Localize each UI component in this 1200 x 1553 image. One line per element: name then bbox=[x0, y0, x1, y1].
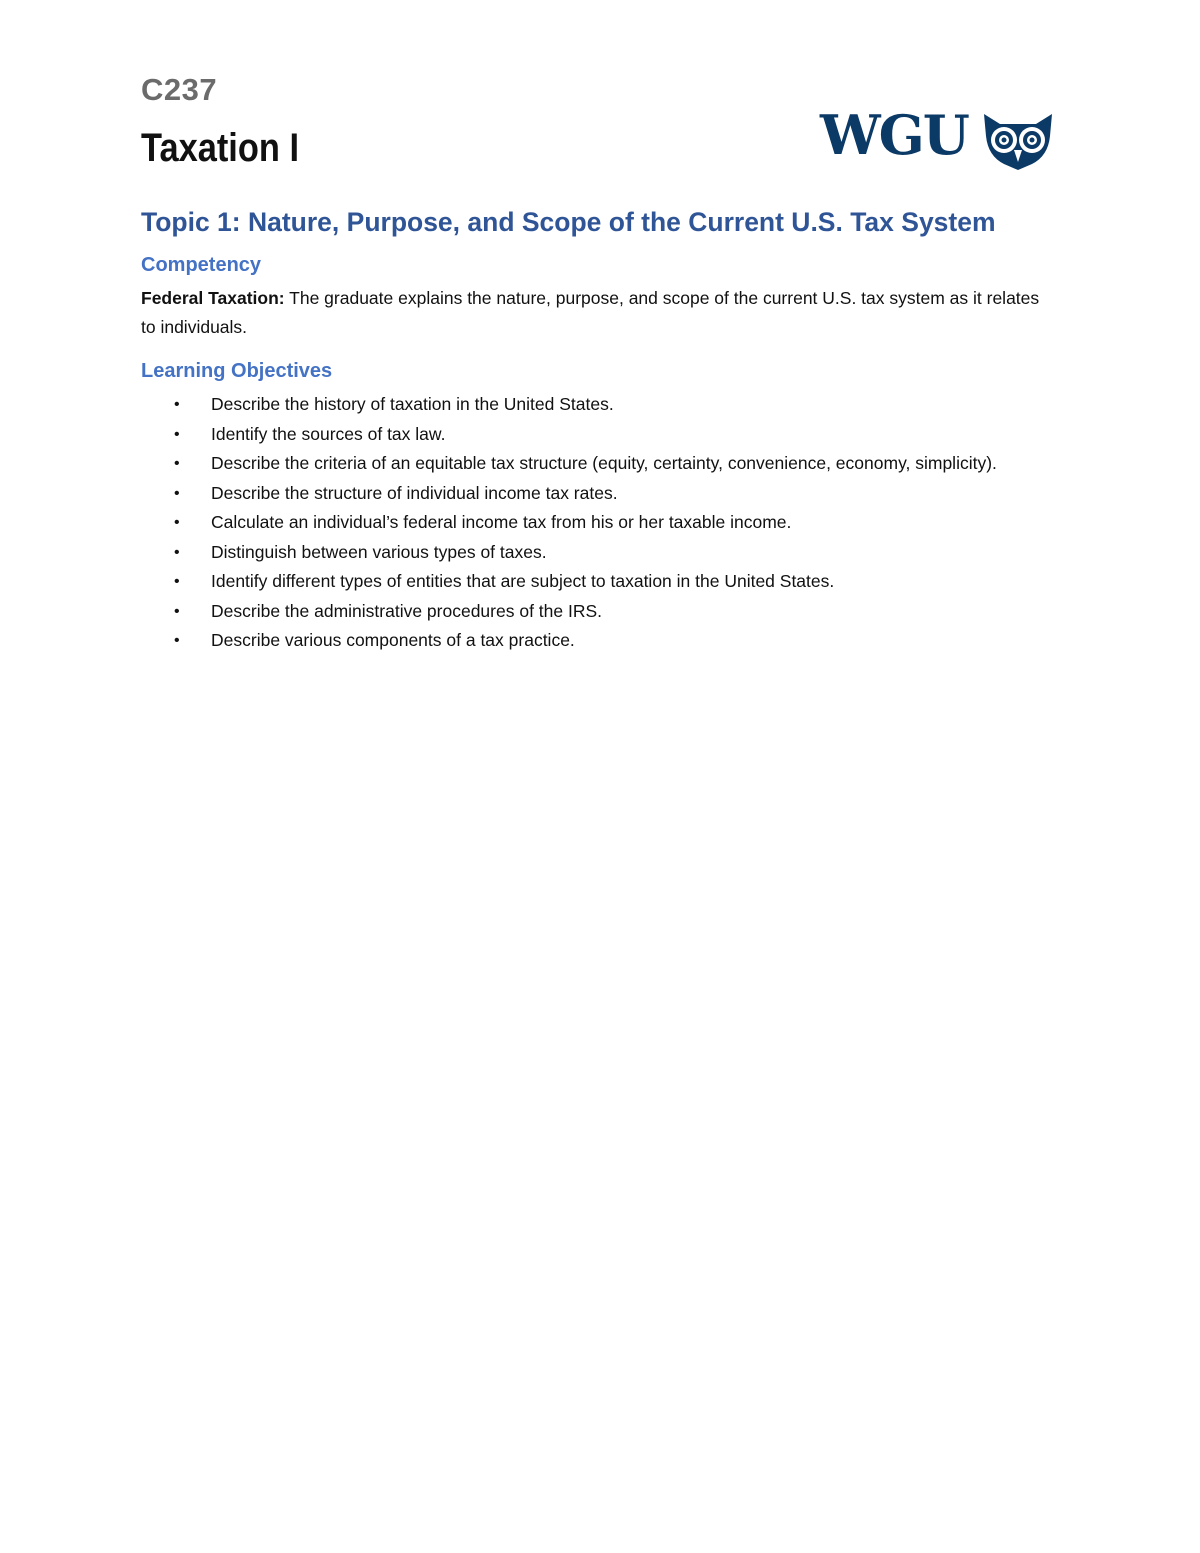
list-item bbox=[141, 449, 1041, 479]
objective-text: Distinguish between various types of taxes. bbox=[211, 541, 547, 562]
bullet-icon: • bbox=[174, 396, 180, 413]
list-item bbox=[141, 626, 1041, 656]
bullet-icon: • bbox=[174, 573, 180, 590]
competency-statement bbox=[141, 284, 1051, 342]
course-title: Taxation I bbox=[141, 126, 300, 170]
list-item bbox=[141, 567, 1041, 597]
bullet-icon: • bbox=[174, 602, 180, 620]
competency-text: The graduate explains the nature, purpose, and scope of the current U.S. tax system as it relates to individuals. bbox=[141, 288, 1040, 337]
list-item bbox=[141, 538, 1041, 568]
course-code: C237 bbox=[141, 72, 218, 107]
bullet-icon: • bbox=[174, 455, 180, 472]
wgu-logo bbox=[820, 103, 1056, 170]
topic-heading: Topic 1: Nature, Purpose, and Scope of the Current U.S. Tax System bbox=[141, 207, 996, 237]
list-item bbox=[141, 479, 1041, 509]
list-item bbox=[141, 420, 1041, 450]
learning-objectives-heading: Learning Objectives bbox=[141, 360, 333, 382]
competency-label: Federal Taxation: bbox=[141, 288, 285, 308]
objective-text: Describe the history of taxation in the United States. bbox=[211, 394, 614, 414]
bullet-icon: • bbox=[174, 543, 180, 561]
objective-text: Identify different types of entities that are subject to taxation in the United States. bbox=[211, 571, 835, 591]
bullet-icon: • bbox=[174, 484, 180, 502]
list-item bbox=[141, 508, 1041, 538]
objective-text: Describe the administrative procedures of the IRS. bbox=[211, 600, 603, 621]
bullet-icon: • bbox=[174, 632, 180, 649]
objective-text: Describe the criteria of an equitable tax structure (equity, certainty, convenience, economy, simplicity). bbox=[211, 453, 997, 473]
bullet-icon: • bbox=[174, 514, 180, 531]
learning-objectives-list bbox=[141, 390, 1041, 656]
list-item bbox=[141, 390, 1041, 420]
logo-wordmark: WGU bbox=[820, 103, 968, 167]
objective-text: Describe the structure of individual income tax rates. bbox=[211, 482, 618, 503]
objective-text: Calculate an individual’s federal income tax from his or her taxable income. bbox=[211, 512, 792, 532]
objective-text: Identify the sources of tax law. bbox=[211, 423, 446, 444]
bullet-icon: • bbox=[174, 425, 180, 443]
owl-icon bbox=[980, 112, 1056, 170]
competency-heading: Competency bbox=[141, 254, 262, 276]
objective-text: Describe various components of a tax practice. bbox=[211, 630, 575, 650]
list-item bbox=[141, 597, 1041, 627]
